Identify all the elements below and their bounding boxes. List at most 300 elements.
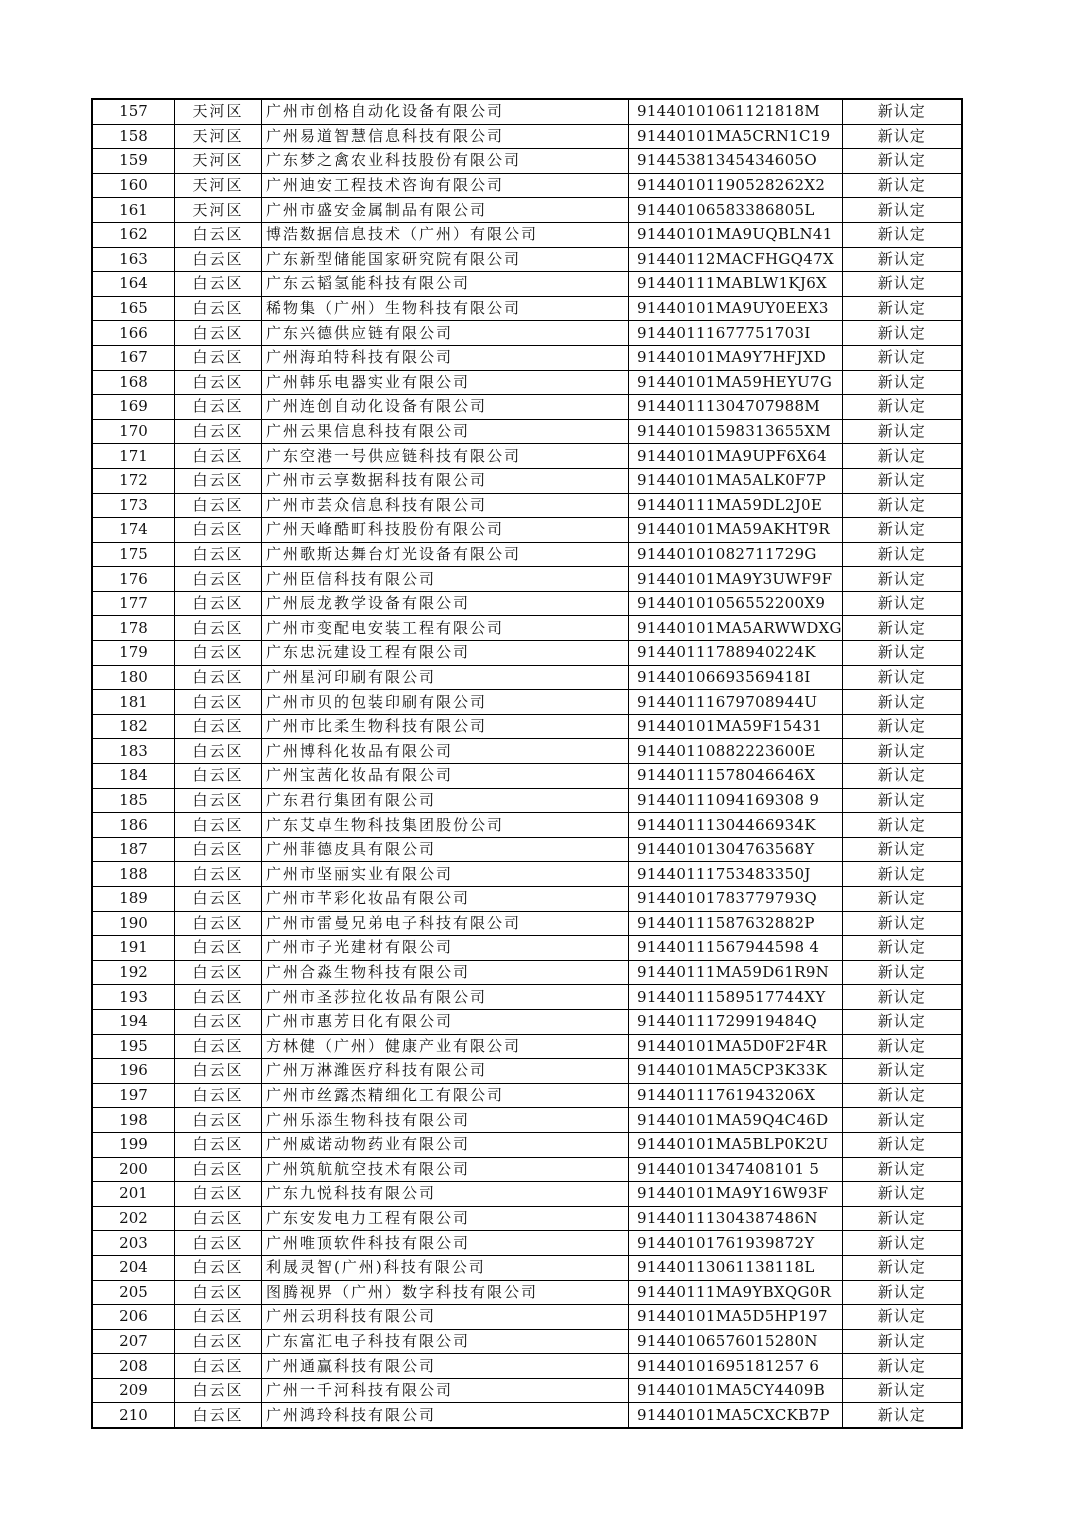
table-row: [92, 272, 962, 297]
credit-code-cell: 91440101304763568Y: [629, 837, 843, 862]
company-name-cell: 广州易道智慧信息科技有限公司: [262, 124, 629, 149]
status-cell: 新认定: [842, 321, 962, 346]
credit-code-cell: 91440101MA5D0F2F4R: [629, 1034, 843, 1059]
row-number: 189: [92, 887, 175, 912]
table-row: [92, 1182, 962, 1207]
status-cell: 新认定: [842, 173, 962, 198]
status-cell: 新认定: [842, 493, 962, 518]
company-name-cell: 广州菲德皮具有限公司: [262, 837, 629, 862]
table-row: [92, 665, 962, 690]
status-cell: 新认定: [842, 1280, 962, 1305]
company-name-cell: 广东富汇电子科技有限公司: [262, 1329, 629, 1354]
credit-code-cell: 91440111MA59D61R9N: [629, 960, 843, 985]
row-number: 194: [92, 1009, 175, 1034]
credit-code-cell: 91440111761943206X: [629, 1083, 843, 1108]
company-name-cell: 广州一千河科技有限公司: [262, 1378, 629, 1403]
company-name-cell: 广州唯顶软件科技有限公司: [262, 1231, 629, 1256]
table-row: [92, 124, 962, 149]
credit-code-cell: 91440101056552200X9: [629, 591, 843, 616]
row-number: 183: [92, 739, 175, 764]
district-cell: 白云区: [175, 936, 262, 961]
company-name-cell: 稀物集（广州）生物科技有限公司: [262, 296, 629, 321]
credit-code-cell: 91440101MA59Q4C46D: [629, 1108, 843, 1133]
table-row: [92, 936, 962, 961]
credit-code-cell: 91440101082711729G: [629, 542, 843, 567]
company-name-cell: 广州韩乐电器实业有限公司: [262, 370, 629, 395]
row-number: 202: [92, 1206, 175, 1231]
status-cell: 新认定: [842, 419, 962, 444]
status-cell: 新认定: [842, 1255, 962, 1280]
district-cell: 白云区: [175, 690, 262, 715]
company-name-cell: 广州迪安工程技术咨询有限公司: [262, 173, 629, 198]
enterprise-table: [91, 98, 963, 1429]
district-cell: 白云区: [175, 739, 262, 764]
status-cell: 新认定: [842, 764, 962, 789]
table-row: [92, 444, 962, 469]
row-number: 160: [92, 173, 175, 198]
district-cell: 白云区: [175, 764, 262, 789]
credit-code-cell: 91440113061138118L: [629, 1255, 843, 1280]
credit-code-cell: 91440101MA5CP3K33K: [629, 1059, 843, 1084]
company-name-cell: 广州市雷曼兄弟电子科技有限公司: [262, 911, 629, 936]
status-cell: 新认定: [842, 345, 962, 370]
status-cell: 新认定: [842, 1378, 962, 1403]
status-cell: 新认定: [842, 1354, 962, 1379]
credit-code-cell: 91440111677751703I: [629, 321, 843, 346]
credit-code-cell: 91440106693569418I: [629, 665, 843, 690]
district-cell: 白云区: [175, 272, 262, 297]
row-number: 198: [92, 1108, 175, 1133]
row-number: 178: [92, 616, 175, 641]
row-number: 177: [92, 591, 175, 616]
row-number: 207: [92, 1329, 175, 1354]
status-cell: 新认定: [842, 124, 962, 149]
company-name-cell: 广州市芊彩化妆品有限公司: [262, 887, 629, 912]
district-cell: 白云区: [175, 370, 262, 395]
district-cell: 白云区: [175, 911, 262, 936]
status-cell: 新认定: [842, 1108, 962, 1133]
status-cell: 新认定: [842, 591, 962, 616]
status-cell: 新认定: [842, 1034, 962, 1059]
status-cell: 新认定: [842, 641, 962, 666]
status-cell: 新认定: [842, 788, 962, 813]
district-cell: 天河区: [175, 99, 262, 124]
row-number: 187: [92, 837, 175, 862]
district-cell: 白云区: [175, 518, 262, 543]
credit-code-cell: 91440101MA5CY4409B: [629, 1378, 843, 1403]
table-row: [92, 714, 962, 739]
credit-code-cell: 91440111567944598 4: [629, 936, 843, 961]
row-number: 206: [92, 1305, 175, 1330]
credit-code-cell: 91445381345434605O: [629, 149, 843, 174]
company-name-cell: 广东九悦科技有限公司: [262, 1182, 629, 1207]
district-cell: 白云区: [175, 1329, 262, 1354]
credit-code-cell: 91440101MA5CRN1C19: [629, 124, 843, 149]
table-row: [92, 1280, 962, 1305]
company-name-cell: 广州市云享数据科技有限公司: [262, 468, 629, 493]
company-name-cell: 广州市创格自动化设备有限公司: [262, 99, 629, 124]
company-name-cell: 广州市圣莎拉化妆品有限公司: [262, 985, 629, 1010]
table-row: [92, 567, 962, 592]
credit-code-cell: 91440111304707988M: [629, 395, 843, 420]
district-cell: 白云区: [175, 1157, 262, 1182]
credit-code-cell: 91440101MA5ALK0F7P: [629, 468, 843, 493]
district-cell: 白云区: [175, 345, 262, 370]
company-name-cell: 广州鸿玲科技有限公司: [262, 1403, 629, 1428]
credit-code-cell: 91440111304387486N: [629, 1206, 843, 1231]
table-row: [92, 1108, 962, 1133]
company-name-cell: 广州星河印刷有限公司: [262, 665, 629, 690]
row-number: 192: [92, 960, 175, 985]
row-number: 190: [92, 911, 175, 936]
table-row: [92, 591, 962, 616]
credit-code-cell: 91440110882223600E: [629, 739, 843, 764]
company-name-cell: 广州市变配电安装工程有限公司: [262, 616, 629, 641]
company-name-cell: 广州市坚丽实业有限公司: [262, 862, 629, 887]
district-cell: 白云区: [175, 862, 262, 887]
row-number: 176: [92, 567, 175, 592]
table-row: [92, 1083, 962, 1108]
table-row: [92, 1403, 962, 1428]
district-cell: 白云区: [175, 1231, 262, 1256]
status-cell: 新认定: [842, 665, 962, 690]
company-name-cell: 广东新型储能国家研究院有限公司: [262, 247, 629, 272]
company-name-cell: 广东忠沅建设工程有限公司: [262, 641, 629, 666]
district-cell: 白云区: [175, 1059, 262, 1084]
credit-code-cell: 91440101MA5ARWWDXG: [629, 616, 843, 641]
row-number: 181: [92, 690, 175, 715]
status-cell: 新认定: [842, 468, 962, 493]
credit-code-cell: 91440101MA9Y7HFJXD: [629, 345, 843, 370]
table-row: [92, 690, 962, 715]
row-number: 164: [92, 272, 175, 297]
status-cell: 新认定: [842, 444, 962, 469]
district-cell: 白云区: [175, 1034, 262, 1059]
row-number: 184: [92, 764, 175, 789]
row-number: 168: [92, 370, 175, 395]
company-name-cell: 广州云玥科技有限公司: [262, 1305, 629, 1330]
company-name-cell: 广东梦之禽农业科技股份有限公司: [262, 149, 629, 174]
company-name-cell: 利晟灵智(广州)科技有限公司: [262, 1255, 629, 1280]
company-name-cell: 广东安发电力工程有限公司: [262, 1206, 629, 1231]
district-cell: 白云区: [175, 641, 262, 666]
credit-code-cell: 91440111MA59DL2J0E: [629, 493, 843, 518]
district-cell: 白云区: [175, 1182, 262, 1207]
company-name-cell: 博浩数据信息技术（广州）有限公司: [262, 222, 629, 247]
row-number: 210: [92, 1403, 175, 1428]
row-number: 188: [92, 862, 175, 887]
district-cell: 白云区: [175, 1354, 262, 1379]
table-row: [92, 887, 962, 912]
credit-code-cell: 91440106583386805L: [629, 198, 843, 223]
table-row: [92, 395, 962, 420]
row-number: 186: [92, 813, 175, 838]
company-name-cell: 广州通赢科技有限公司: [262, 1354, 629, 1379]
table-row: [92, 1378, 962, 1403]
row-number: 161: [92, 198, 175, 223]
company-name-cell: 广州合淼生物科技有限公司: [262, 960, 629, 985]
table-row: [92, 468, 962, 493]
row-number: 166: [92, 321, 175, 346]
company-name-cell: 广州辰龙教学设备有限公司: [262, 591, 629, 616]
company-name-cell: 广州筑航航空技术有限公司: [262, 1157, 629, 1182]
district-cell: 白云区: [175, 395, 262, 420]
status-cell: 新认定: [842, 1305, 962, 1330]
company-name-cell: 广东艾卓生物科技集团股份公司: [262, 813, 629, 838]
credit-code-cell: 91440101MA59F15431: [629, 714, 843, 739]
row-number: 209: [92, 1378, 175, 1403]
status-cell: 新认定: [842, 296, 962, 321]
table-row: [92, 1034, 962, 1059]
district-cell: 白云区: [175, 616, 262, 641]
credit-code-cell: 91440101598313655XM: [629, 419, 843, 444]
status-cell: 新认定: [842, 960, 962, 985]
table-row: [92, 345, 962, 370]
company-name-cell: 广州天峰酷町科技股份有限公司: [262, 518, 629, 543]
company-name-cell: 广州海珀特科技有限公司: [262, 345, 629, 370]
table-row: [92, 542, 962, 567]
credit-code-cell: 91440101MA5D5HP197: [629, 1305, 843, 1330]
status-cell: 新认定: [842, 837, 962, 862]
table-row: [92, 739, 962, 764]
row-number: 180: [92, 665, 175, 690]
credit-code-cell: 91440101MA59HEYU7G: [629, 370, 843, 395]
district-cell: 白云区: [175, 542, 262, 567]
row-number: 167: [92, 345, 175, 370]
row-number: 169: [92, 395, 175, 420]
company-name-cell: 方林健（广州）健康产业有限公司: [262, 1034, 629, 1059]
company-name-cell: 广东兴德供应链有限公司: [262, 321, 629, 346]
row-number: 201: [92, 1182, 175, 1207]
district-cell: 白云区: [175, 837, 262, 862]
table-row: [92, 813, 962, 838]
row-number: 185: [92, 788, 175, 813]
table-row: [92, 518, 962, 543]
credit-code-cell: 91440111094169308 9: [629, 788, 843, 813]
credit-code-cell: 91440111788940224K: [629, 641, 843, 666]
district-cell: 天河区: [175, 124, 262, 149]
district-cell: 白云区: [175, 419, 262, 444]
table-row: [92, 788, 962, 813]
credit-code-cell: 91440101190528262X2: [629, 173, 843, 198]
company-name-cell: 广州市芸众信息科技有限公司: [262, 493, 629, 518]
status-cell: 新认定: [842, 1083, 962, 1108]
credit-code-cell: 91440111589517744XY: [629, 985, 843, 1010]
credit-code-cell: 91440101MA5CXCKB7P: [629, 1403, 843, 1428]
company-name-cell: 广州乐添生物科技有限公司: [262, 1108, 629, 1133]
table-row: [92, 1206, 962, 1231]
credit-code-cell: 91440101061121818M: [629, 99, 843, 124]
credit-code-cell: 91440111729919484Q: [629, 1009, 843, 1034]
status-cell: 新认定: [842, 739, 962, 764]
status-cell: 新认定: [842, 1231, 962, 1256]
company-name-cell: 广州臣信科技有限公司: [262, 567, 629, 592]
district-cell: 白云区: [175, 1083, 262, 1108]
row-number: 175: [92, 542, 175, 567]
status-cell: 新认定: [842, 690, 962, 715]
company-name-cell: 广州连创自动化设备有限公司: [262, 395, 629, 420]
row-number: 197: [92, 1083, 175, 1108]
status-cell: 新认定: [842, 518, 962, 543]
credit-code-cell: 91440111MA9YBXQG0R: [629, 1280, 843, 1305]
table-row: [92, 1132, 962, 1157]
district-cell: 白云区: [175, 591, 262, 616]
district-cell: 天河区: [175, 173, 262, 198]
company-name-cell: 广东君行集团有限公司: [262, 788, 629, 813]
status-cell: 新认定: [842, 714, 962, 739]
company-name-cell: 广州市子光建材有限公司: [262, 936, 629, 961]
company-name-cell: 广州云果信息科技有限公司: [262, 419, 629, 444]
table-row: [92, 1059, 962, 1084]
row-number: 158: [92, 124, 175, 149]
credit-code-cell: 91440101783779793Q: [629, 887, 843, 912]
table-row: [92, 911, 962, 936]
company-name-cell: 广州博科化妆品有限公司: [262, 739, 629, 764]
credit-code-cell: 91440111679708944U: [629, 690, 843, 715]
table-row: [92, 1009, 962, 1034]
credit-code-cell: 91440101MA9Y16W93F: [629, 1182, 843, 1207]
row-number: 165: [92, 296, 175, 321]
district-cell: 白云区: [175, 788, 262, 813]
credit-code-cell: 91440112MACFHGQ47X: [629, 247, 843, 272]
credit-code-cell: 91440101761939872Y: [629, 1231, 843, 1256]
table-row: [92, 641, 962, 666]
table-row: [92, 321, 962, 346]
credit-code-cell: 91440111304466934K: [629, 813, 843, 838]
company-name-cell: 广州市丝露杰精细化工有限公司: [262, 1083, 629, 1108]
district-cell: 白云区: [175, 1280, 262, 1305]
row-number: 208: [92, 1354, 175, 1379]
row-number: 171: [92, 444, 175, 469]
table-row: [92, 837, 962, 862]
table-body: [92, 99, 962, 1428]
company-name-cell: 广州市盛安金属制品有限公司: [262, 198, 629, 223]
status-cell: 新认定: [842, 99, 962, 124]
status-cell: 新认定: [842, 567, 962, 592]
company-name-cell: 广东空港一号供应链科技有限公司: [262, 444, 629, 469]
status-cell: 新认定: [842, 1403, 962, 1428]
district-cell: 白云区: [175, 493, 262, 518]
table-row: [92, 149, 962, 174]
district-cell: 白云区: [175, 468, 262, 493]
table-row: [92, 198, 962, 223]
district-cell: 白云区: [175, 1132, 262, 1157]
company-name-cell: 广州市比柔生物科技有限公司: [262, 714, 629, 739]
status-cell: 新认定: [842, 149, 962, 174]
company-name-cell: 广州市惠芳日化有限公司: [262, 1009, 629, 1034]
credit-code-cell: 91440111MABLW1KJ6X: [629, 272, 843, 297]
status-cell: 新认定: [842, 936, 962, 961]
row-number: 196: [92, 1059, 175, 1084]
table-row: [92, 173, 962, 198]
row-number: 205: [92, 1280, 175, 1305]
row-number: 170: [92, 419, 175, 444]
status-cell: 新认定: [842, 911, 962, 936]
credit-code-cell: 91440101695181257 6: [629, 1354, 843, 1379]
district-cell: 白云区: [175, 1206, 262, 1231]
credit-code-cell: 91440101MA9UY0EEX3: [629, 296, 843, 321]
status-cell: 新认定: [842, 813, 962, 838]
status-cell: 新认定: [842, 1206, 962, 1231]
credit-code-cell: 91440106576015280N: [629, 1329, 843, 1354]
table-row: [92, 1157, 962, 1182]
row-number: 173: [92, 493, 175, 518]
row-number: 204: [92, 1255, 175, 1280]
credit-code-cell: 91440111587632882P: [629, 911, 843, 936]
row-number: 195: [92, 1034, 175, 1059]
row-number: 200: [92, 1157, 175, 1182]
credit-code-cell: 91440101MA9UPF6X64: [629, 444, 843, 469]
table-row: [92, 1329, 962, 1354]
row-number: 199: [92, 1132, 175, 1157]
company-name-cell: 图腾视界（广州）数字科技有限公司: [262, 1280, 629, 1305]
row-number: 191: [92, 936, 175, 961]
district-cell: 白云区: [175, 1108, 262, 1133]
district-cell: 白云区: [175, 444, 262, 469]
district-cell: 白云区: [175, 985, 262, 1010]
table-row: [92, 1231, 962, 1256]
credit-code-cell: 91440111578046646X: [629, 764, 843, 789]
district-cell: 天河区: [175, 198, 262, 223]
status-cell: 新认定: [842, 247, 962, 272]
row-number: 157: [92, 99, 175, 124]
status-cell: 新认定: [842, 542, 962, 567]
table-row: [92, 493, 962, 518]
status-cell: 新认定: [842, 1157, 962, 1182]
row-number: 193: [92, 985, 175, 1010]
table-row: [92, 764, 962, 789]
status-cell: 新认定: [842, 616, 962, 641]
table-row: [92, 985, 962, 1010]
row-number: 159: [92, 149, 175, 174]
credit-code-cell: 91440101MA9UQBLN41: [629, 222, 843, 247]
table-row: [92, 370, 962, 395]
district-cell: 白云区: [175, 1009, 262, 1034]
district-cell: 白云区: [175, 665, 262, 690]
table-row: [92, 419, 962, 444]
row-number: 203: [92, 1231, 175, 1256]
credit-code-cell: 91440101MA5BLP0K2U: [629, 1132, 843, 1157]
credit-code-cell: 91440101MA9Y3UWF9F: [629, 567, 843, 592]
status-cell: 新认定: [842, 222, 962, 247]
credit-code-cell: 91440101347408101 5: [629, 1157, 843, 1182]
district-cell: 白云区: [175, 1403, 262, 1428]
district-cell: 白云区: [175, 321, 262, 346]
status-cell: 新认定: [842, 887, 962, 912]
company-name-cell: 广东云韬氢能科技有限公司: [262, 272, 629, 297]
status-cell: 新认定: [842, 1132, 962, 1157]
table-row: [92, 1255, 962, 1280]
status-cell: 新认定: [842, 985, 962, 1010]
company-name-cell: 广州市贝的包装印刷有限公司: [262, 690, 629, 715]
status-cell: 新认定: [842, 1329, 962, 1354]
row-number: 179: [92, 641, 175, 666]
company-name-cell: 广州威诺动物药业有限公司: [262, 1132, 629, 1157]
row-number: 182: [92, 714, 175, 739]
row-number: 174: [92, 518, 175, 543]
district-cell: 白云区: [175, 247, 262, 272]
row-number: 162: [92, 222, 175, 247]
district-cell: 白云区: [175, 567, 262, 592]
district-cell: 白云区: [175, 222, 262, 247]
status-cell: 新认定: [842, 862, 962, 887]
table-row: [92, 296, 962, 321]
company-name-cell: 广州歌斯达舞台灯光设备有限公司: [262, 542, 629, 567]
status-cell: 新认定: [842, 272, 962, 297]
credit-code-cell: 91440101MA59AKHT9R: [629, 518, 843, 543]
table-row: [92, 960, 962, 985]
table-row: [92, 1354, 962, 1379]
